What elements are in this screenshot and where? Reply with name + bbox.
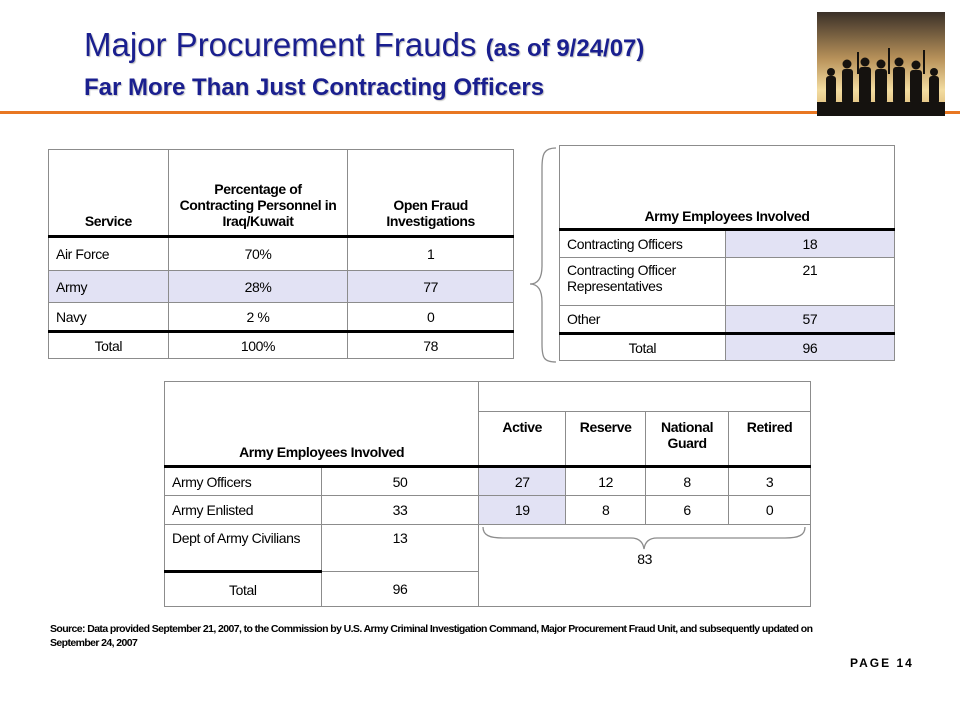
status-header-spacer bbox=[479, 382, 811, 412]
cell-service: Army bbox=[49, 271, 169, 303]
cell-category: Army Enlisted bbox=[165, 496, 322, 525]
cell-active: 19 bbox=[479, 496, 566, 525]
title-text: Major Procurement Frauds bbox=[84, 26, 477, 63]
cell-retired: 0 bbox=[729, 496, 811, 525]
total-label: Total bbox=[165, 572, 322, 607]
total-row bbox=[49, 332, 514, 359]
cell-category: Army Officers bbox=[165, 467, 322, 496]
cell-role: Other bbox=[560, 306, 726, 334]
army-status-table bbox=[164, 381, 811, 607]
cell-service: Navy bbox=[49, 303, 169, 332]
header-investigations: Open Fraud Investigations bbox=[348, 150, 514, 237]
cell-percentage: 28% bbox=[168, 271, 348, 303]
total-label: Total bbox=[49, 332, 169, 359]
total-row bbox=[560, 334, 895, 361]
header-retired: Retired bbox=[729, 412, 811, 467]
army-roles-table bbox=[559, 145, 895, 361]
cell-reserve: 12 bbox=[566, 467, 646, 496]
cell-investigations: 1 bbox=[348, 237, 514, 271]
soldiers-silhouette-image bbox=[817, 12, 945, 116]
cell-retired: 3 bbox=[729, 467, 811, 496]
total-count: 96 bbox=[321, 572, 479, 607]
page-number: PAGE 14 bbox=[850, 656, 914, 670]
total-count: 96 bbox=[725, 334, 894, 361]
total-investigations: 78 bbox=[348, 332, 514, 359]
cell-reserve: 8 bbox=[566, 496, 646, 525]
cell-investigations: 77 bbox=[348, 271, 514, 303]
header-national-guard: National Guard bbox=[646, 412, 729, 467]
cell-role: Contracting Officers bbox=[560, 230, 726, 258]
brace-army-connector bbox=[524, 146, 558, 364]
table-row bbox=[165, 525, 811, 572]
page-subtitle: Far More Than Just Contracting Officers bbox=[84, 74, 545, 101]
cell-active: 27 bbox=[479, 467, 566, 496]
header-divider bbox=[0, 111, 960, 114]
cell-guard: 6 bbox=[646, 496, 729, 525]
cell-count: 13 bbox=[321, 525, 479, 572]
total-percentage: 100% bbox=[168, 332, 348, 359]
army-roles-header: Army Employees Involved bbox=[560, 146, 895, 230]
cell-percentage: 70% bbox=[168, 237, 348, 271]
cell-count: 18 bbox=[725, 230, 894, 258]
table-row bbox=[165, 467, 811, 496]
source-note: Source: Data provided September 21, 2007, to the Commission by U.S. Army Criminal Investigation Command, Major Procurement Fraud Unit, and subsequently updated on September 24, 2007 bbox=[50, 623, 813, 649]
army-status-header: Army Employees Involved bbox=[165, 382, 479, 467]
service-fraud-table bbox=[48, 149, 514, 359]
table-row bbox=[560, 306, 895, 334]
table-row bbox=[165, 496, 811, 525]
cell-guard: 8 bbox=[646, 467, 729, 496]
header-reserve: Reserve bbox=[566, 412, 646, 467]
brace-status-group bbox=[481, 525, 807, 551]
cell-count: 33 bbox=[321, 496, 479, 525]
table-row bbox=[560, 258, 895, 306]
table-row bbox=[49, 237, 514, 271]
cell-service: Air Force bbox=[49, 237, 169, 271]
cell-investigations: 0 bbox=[348, 303, 514, 332]
cell-count: 21 bbox=[725, 258, 894, 306]
header-active: Active bbox=[479, 412, 566, 467]
table-row bbox=[49, 271, 514, 303]
table-row bbox=[49, 303, 514, 332]
cell-count: 50 bbox=[321, 467, 479, 496]
header-percentage: Percentage of Contracting Personnel in Iraq/Kuwait bbox=[168, 150, 348, 237]
cell-category: Dept of Army Civilians bbox=[165, 525, 322, 572]
brace-total-value: 83 bbox=[637, 551, 653, 567]
page-title bbox=[84, 26, 644, 64]
cell-role: Contracting Officer Representatives bbox=[560, 258, 726, 306]
cell-count: 57 bbox=[725, 306, 894, 334]
total-label: Total bbox=[560, 334, 726, 361]
table-row bbox=[560, 230, 895, 258]
brace-total-cell bbox=[479, 525, 811, 607]
title-date: (as of 9/24/07) bbox=[485, 35, 645, 62]
cell-percentage: 2 % bbox=[168, 303, 348, 332]
header-service: Service bbox=[49, 150, 169, 237]
